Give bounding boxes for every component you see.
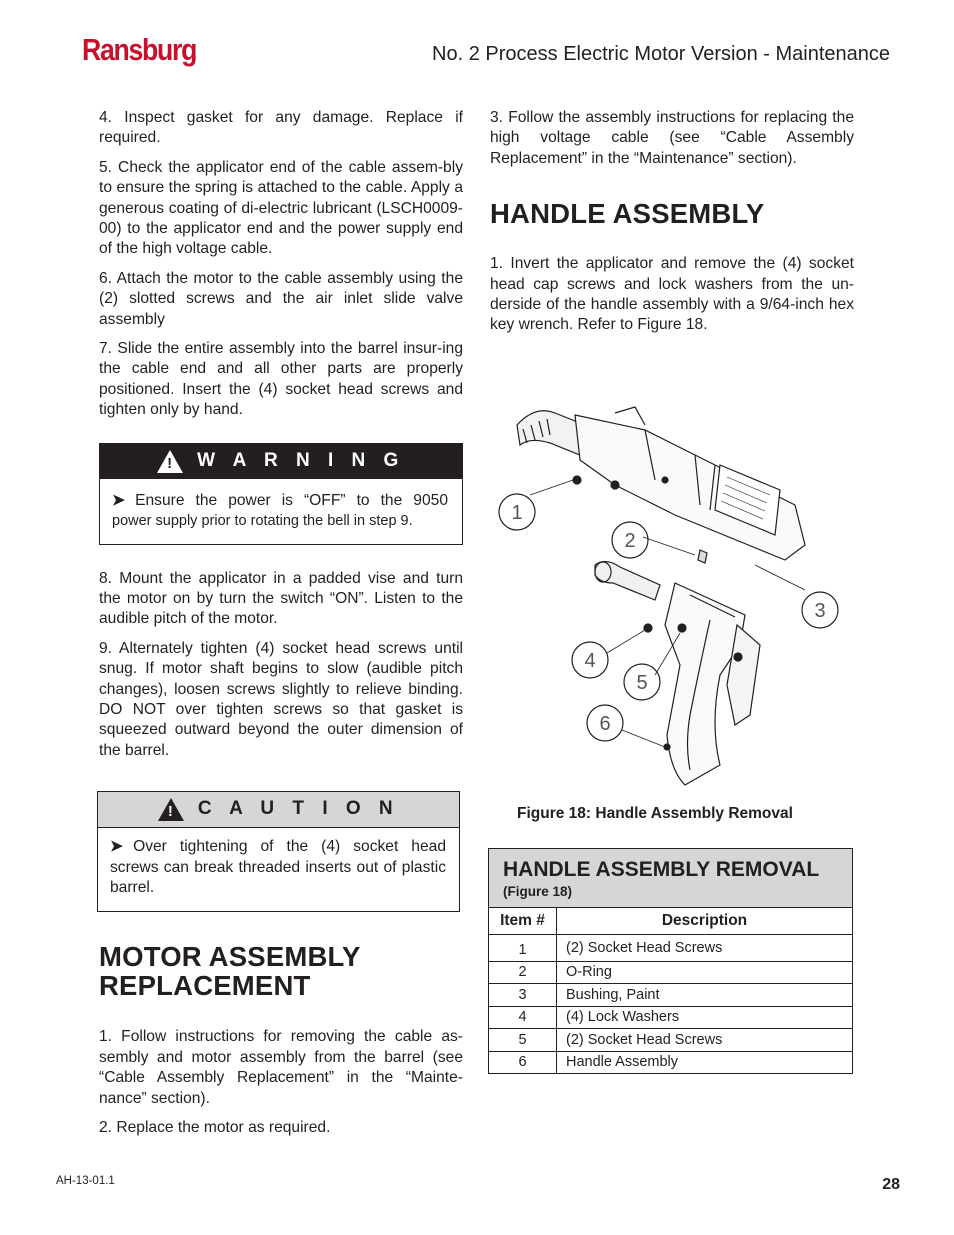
figure-caption: Figure 18: Handle Assembly Removal [517, 805, 793, 822]
table-row: 2 O-Ring [489, 961, 853, 984]
handle-step-1: 1. Invert the applicator and remove the (4) socket head cap screws and lock washers from the un-derside of the handle assembly with a 9/64-inch hex key wrench. Refer to Figure 18. [490, 255, 854, 334]
step-6: 6. Attach the motor to the cable assembly using the (2) slotted screws and the air inlet slide valve assembly [99, 269, 463, 328]
step-8: 8. Mount the applicator in a padded vise and turn the motor on by turn the switch “ON”. Listen to the audible pitch of the motor. [99, 569, 463, 628]
document-id: AH-13-01.1 [56, 1175, 115, 1187]
warning-line-2: power supply prior to rotating the bell in step 9. [112, 513, 413, 530]
parts-table-header [489, 849, 853, 908]
col-description-header: Description [557, 908, 853, 935]
col-item-header: Item # [489, 908, 557, 935]
caution-title: C A U T I O N [197, 798, 400, 820]
callout-1: 1 [511, 502, 523, 524]
warning-triangle-icon: ! [157, 450, 183, 473]
caution-triangle-icon: ! [158, 798, 184, 821]
table-row: 1 (2) Socket Head Screws [489, 935, 853, 962]
caution-header [98, 792, 459, 828]
callout-6: 6 [599, 713, 611, 735]
table-row: 6 Handle Assembly [489, 1051, 853, 1074]
motor-step-2: 2. Replace the motor as required. [99, 1119, 331, 1136]
page-number: 28 [882, 1176, 900, 1193]
step-5: 5. Check the applicator end of the cable assem-bly to ensure the spring is attached to the cable. Apply a generous coating of di-electric lubricant (LSCH0009-00) to the applicator end and the power supply end of the high voltage cable. [99, 158, 463, 258]
step-9: 9. Alternately tighten (4) socket head screws until snug. If motor shaft begins to slow (audible pitch changes), loosen screws slightly to relieve binding. DO NOT over tighten screws so that gasket is squeezed outward beyond the outer dimension of the barrel. [99, 639, 463, 759]
callout-2: 2 [624, 530, 636, 552]
right-column [490, 108, 854, 345]
step-3: 3. Follow the assembly instructions for replacing the high voltage cable (see “Cable Assembly Replacement” in the “Maintenance” section). [490, 109, 854, 167]
chevron-right-icon: ➤ [110, 838, 124, 856]
page-header-title: No. 2 Process Electric Motor Version - Maintenance [432, 43, 890, 65]
callout-5: 5 [636, 672, 648, 694]
handle-assembly-heading: HANDLE ASSEMBLY [490, 198, 765, 230]
ransburg-logo: Ransburg [82, 32, 197, 67]
step-4: 4. Inspect gasket for any damage. Replace if required. [99, 109, 463, 147]
caution-box [97, 791, 460, 912]
step-7: 7. Slide the entire assembly into the barrel insur-ing the cable end and all other parts are properly positioned. Insert the (4) socket head screws and tighten only by hand. [99, 340, 463, 419]
motor-assembly-heading: MOTOR ASSEMBLY REPLACEMENT [99, 941, 361, 1002]
chevron-right-icon: ➤ [112, 491, 126, 509]
callout-3: 3 [814, 600, 826, 622]
motor-step-1: 1. Follow instructions for removing the cable as-sembly and motor assembly from the barrel (see “Cable Assembly Replacement” in the “Mainte-nance” section). [99, 1028, 463, 1107]
parts-table-title: HANDLE ASSEMBLY REMOVAL [503, 858, 820, 881]
table-row: 4 (4) Lock Washers [489, 1006, 853, 1029]
table-row: 5 (2) Socket Head Screws [489, 1029, 853, 1052]
warning-box [99, 443, 463, 545]
parts-table-subtitle: (Figure 18) [503, 884, 573, 899]
warning-title: W A R N I N G [197, 449, 405, 471]
caution-text: Over tightening of the (4) socket head screws can break threaded inserts out of plastic barrel. [110, 838, 446, 896]
table-row: 3 Bushing, Paint [489, 984, 853, 1007]
callout-4: 4 [584, 650, 596, 672]
warning-header [100, 444, 462, 479]
handle-assembly-figure [495, 385, 845, 795]
left-column [99, 108, 463, 1147]
warning-line-1: ➤ Ensure the power is “OFF” to the 9050 [112, 491, 448, 509]
parts-table [488, 848, 853, 1074]
